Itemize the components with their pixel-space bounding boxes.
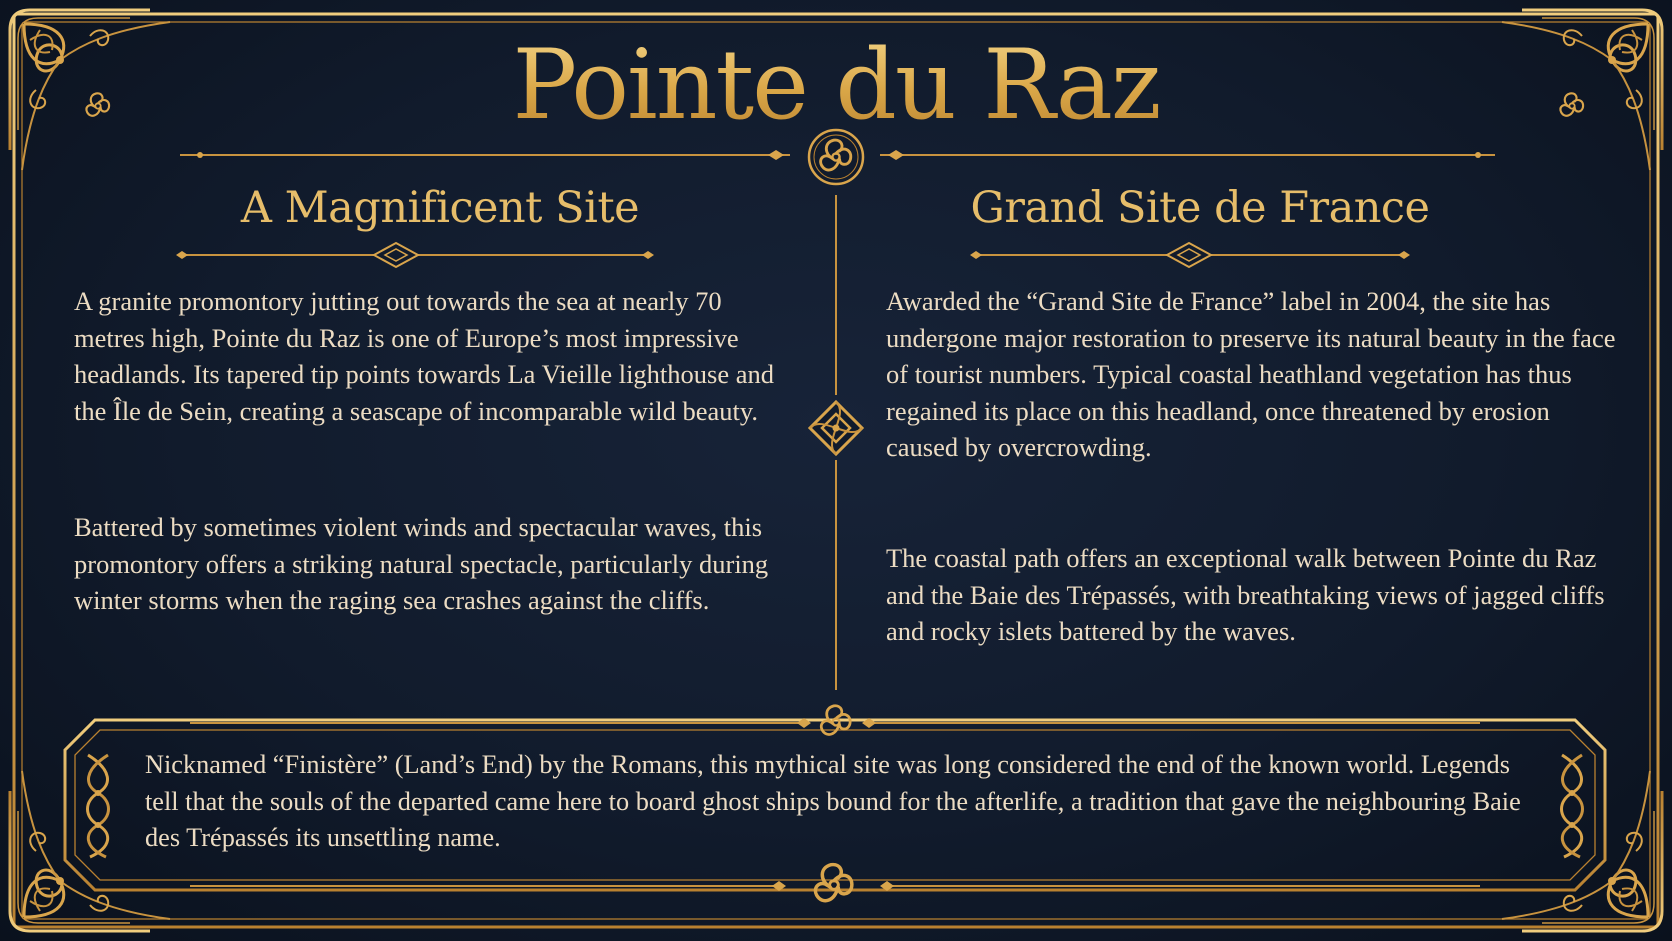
right-column-heading: Grand Site de France: [970, 183, 1430, 233]
left-column-heading: A Magnificent Site: [240, 183, 640, 233]
left-paragraph-1: A granite promontory jutting out towards the sea at nearly 70 metres high, Pointe du Raz is one of Europe’s most impressive headlands. Its tapered tip points towards La Vieille lighthouse and the Île de Sein, creating a seascape of incomparable wild beauty.: [74, 286, 775, 426]
right-heading-divider: [970, 243, 1410, 267]
celtic-braid-icon: [88, 755, 109, 857]
right-paragraph-1: Awarded the “Grand Site de France” label in 2004, the site has undergone major restoration to preserve its natural beauty in the face of tourist numbers. Typical coastal heathland vegetation has thus regained its place on this headland, once threatened by erosion caused by overcrowding.: [886, 286, 1616, 463]
page-title: Pointe du Raz: [0, 26, 1672, 144]
celtic-diamond-knot-icon: [810, 402, 862, 454]
left-heading-divider: [176, 243, 654, 267]
legend-box-text: Nicknamed “Finistère” (Land’s End) by the Romans, this mythical site was long considered the end of the known world. Legends tell that the souls of the departed came here to board ghost ships bound for the afterlife, a tradition that gave the neighbouring Baie des Trépassés its unsettling name.: [145, 750, 1521, 852]
celtic-braid-icon: [1562, 755, 1583, 857]
left-paragraph-2: Battered by sometimes violent winds and spectacular waves, this promontory offers a striking natural spectacle, particularly during winter storms when the raging sea crashes against the cliffs.: [74, 512, 769, 616]
triskelion-icon: [815, 865, 851, 901]
right-paragraph-2: The coastal path offers an exceptional walk between Pointe du Raz and the Baie des Trépassés, with breathtaking views of jagged cliffs and rocky islets battered by the waves.: [886, 543, 1605, 647]
